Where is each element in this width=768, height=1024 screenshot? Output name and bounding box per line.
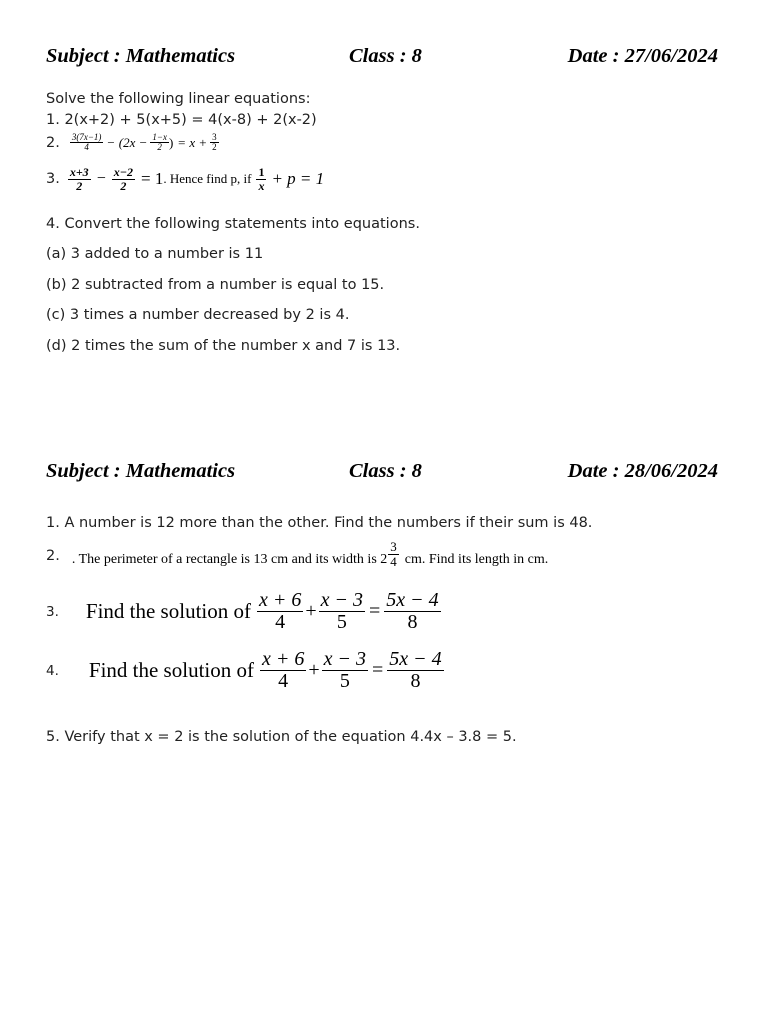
question-number: 3. — [46, 171, 60, 188]
fraction: $\frac{1}{x}$ — [258, 165, 265, 193]
fraction: $\frac{x + 6}{4}$ — [261, 648, 305, 692]
question-2: 2. $\frac{3(7x-1)}{4}$ − (2x − $\frac{1-x}{2}$ ) = x + $\frac{3}{2}$ — [46, 132, 217, 153]
question-3: 3. Find the solution of $\frac{x + 6}{4}$ + $\frac{x - 3}{5}$ = $\frac{5x - 4}{8}$ — [46, 589, 439, 633]
subject-label: Subject : Mathematics — [46, 45, 236, 67]
sheet2-header — [46, 460, 718, 488]
fraction: $\frac{5x - 4}{8}$ — [386, 589, 439, 633]
class-label: Class : 8 — [349, 460, 422, 482]
fraction: $\frac{3(7x-1)}{4}$ — [71, 132, 102, 153]
question-number: 3. — [46, 603, 59, 620]
instructions: Solve the following linear equations: — [46, 91, 311, 107]
question-number: 4. — [46, 662, 59, 679]
fraction: $\frac{1-x}{2}$ — [152, 132, 167, 153]
question-number: 2. — [46, 134, 60, 151]
class-label: Class : 8 — [349, 45, 422, 67]
date-label: Date : 27/06/2024 — [567, 45, 718, 67]
fraction: $\frac{3}{2}$ — [212, 132, 217, 153]
fraction: $\frac{x-2}{2}$ — [113, 165, 133, 193]
sheet1-header — [46, 45, 718, 73]
question-number: 2. — [46, 548, 60, 564]
fraction: $\frac{5x - 4}{8}$ — [389, 648, 442, 692]
question-4c: (c) 3 times a number decreased by 2 is 4. — [46, 307, 350, 323]
question-1: 1. A number is 12 more than the other. Find the numbers if their sum is 48. — [46, 515, 593, 531]
question-4a: (a) 3 added to a number is 11 — [46, 246, 264, 262]
fraction: $\frac{x - 3}{5}$ — [320, 589, 364, 633]
fraction: $\frac{x+3}{2}$ — [69, 165, 89, 193]
fraction: $\frac{3}{4}$ — [390, 539, 397, 569]
fraction: $\frac{x + 6}{4}$ — [258, 589, 302, 633]
question-4: 4. Convert the following statements into equations. — [46, 216, 420, 232]
question-4: 4. Find the solution of $\frac{x + 6}{4}$ + $\frac{x - 3}{5}$ = $\frac{5x - 4}{8}$ — [46, 648, 442, 692]
question-3: 3. $\frac{x+3}{2}$ − $\frac{x-2}{2}$ = 1 . Hence find p, if $\frac{1}{x}$ + p = 1 — [46, 165, 325, 193]
question-1: 1. 2(x+2) + 5(x+5) = 4(x-8) + 2(x-2) — [46, 112, 317, 128]
question-4b: (b) 2 subtracted from a number is equal to 15. — [46, 277, 385, 293]
question-5: 5. Verify that x = 2 is the solution of the equation 4.4x – 3.8 = 5. — [46, 729, 517, 745]
question-4d: (d) 2 times the sum of the number x and 7 is 13. — [46, 338, 401, 354]
fraction: $\frac{x - 3}{5}$ — [323, 648, 367, 692]
question-2: 2. . The perimeter of a rectangle is 13 cm and its width is 2 $\frac{3}{4}$ cm. Find its length in cm. — [46, 539, 549, 569]
subject-label: Subject : Mathematics — [46, 460, 236, 482]
date-label: Date : 28/06/2024 — [567, 460, 718, 482]
